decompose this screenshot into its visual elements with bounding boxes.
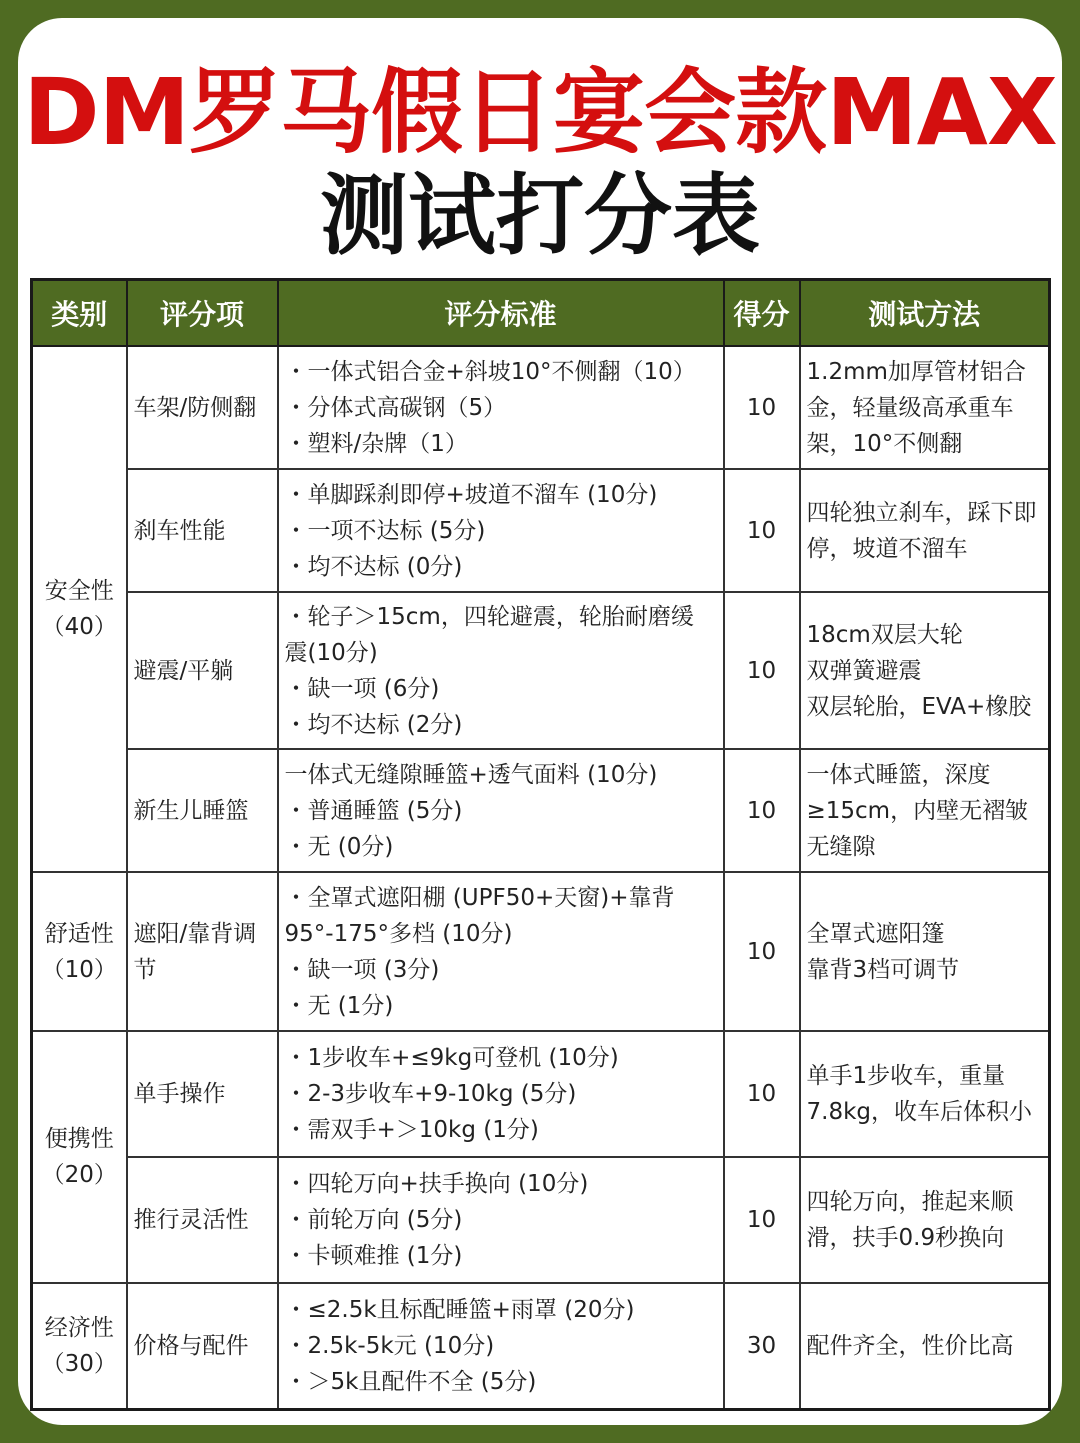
criteria-line: ・缺一项 (3分) xyxy=(284,956,440,983)
criteria-line: ・缺一项 (6分) xyxy=(284,675,440,702)
criteria-cell xyxy=(278,592,724,749)
score-cell: 10 xyxy=(724,592,800,749)
method-cell xyxy=(800,346,1050,469)
score-cell: 30 xyxy=(724,1283,800,1409)
header-criteria: 评分标准 xyxy=(278,280,724,347)
method-text: 单手1步收车，重量7.8kg，收车后体积小 xyxy=(806,1063,1032,1125)
category-name: 安全性 xyxy=(44,578,114,604)
header-method: 测试方法 xyxy=(800,280,1050,347)
item-cell: 推行灵活性 xyxy=(127,1157,278,1283)
item-cell: 遮阳/靠背调节 xyxy=(127,872,278,1031)
criteria-cell xyxy=(278,872,724,1031)
method-cell xyxy=(800,872,1050,1031)
criteria-line: 一体式无缝隙睡篮+透气面料 (10分) xyxy=(284,761,658,788)
table-row xyxy=(32,592,1050,749)
category-cell xyxy=(32,872,127,1031)
criteria-cell xyxy=(278,749,724,872)
item-cell: 价格与配件 xyxy=(127,1283,278,1409)
page-title: DM罗马假日宴会款MAX xyxy=(23,59,1057,166)
method-cell xyxy=(800,1157,1050,1283)
table-row xyxy=(32,1157,1050,1283)
method-text: 18cm双层大轮 双弹簧避震 双层轮胎，EVA+橡胶 xyxy=(806,621,1032,720)
item-cell: 新生儿睡篮 xyxy=(127,749,278,872)
score-cell: 10 xyxy=(724,749,800,872)
category-cell xyxy=(32,1283,127,1409)
header-category: 类别 xyxy=(32,280,127,347)
criteria-line: ・≤2.5k且标配睡篮+雨罩 (20分) xyxy=(284,1296,635,1323)
score-cell: 10 xyxy=(724,346,800,469)
category-cell xyxy=(32,346,127,872)
score-cell: 10 xyxy=(724,1157,800,1283)
method-cell xyxy=(800,1283,1050,1409)
criteria-line: ・2-3步收车+9-10kg (5分) xyxy=(284,1081,577,1107)
header-row xyxy=(32,280,1050,347)
item-cell: 单手操作 xyxy=(127,1031,278,1157)
criteria-line: ・2.5k-5k元 (10分) xyxy=(284,1332,495,1359)
criteria-line: ・轮子＞15cm，四轮避震，轮胎耐磨缓震(10分) xyxy=(284,603,694,666)
criteria-line: ・均不达标 (2分) xyxy=(284,711,463,738)
criteria-line: ・一体式铝合金+斜坡10°不侧翻（10） xyxy=(284,358,696,385)
criteria-line: ・需双手+＞10kg (1分) xyxy=(284,1117,539,1143)
method-text: 四轮独立刹车，踩下即停，坡道不溜车 xyxy=(806,499,1037,562)
method-text: 1.2mm加厚管材铝合金，轻量级高承重车架，10°不侧翻 xyxy=(806,358,1026,457)
category-cell xyxy=(32,1031,127,1283)
method-text: 四轮万向，推起来顺滑，扶手0.9秒换向 xyxy=(806,1189,1014,1251)
criteria-line: ・一项不达标 (5分) xyxy=(284,517,486,544)
criteria-cell xyxy=(278,1031,724,1157)
category-points: （20） xyxy=(41,1162,117,1188)
method-cell xyxy=(800,749,1050,872)
criteria-line: ・四轮万向+扶手换向 (10分) xyxy=(284,1171,589,1197)
item-cell: 车架/防侧翻 xyxy=(127,346,278,469)
criteria-line: ・分体式高碳钢（5） xyxy=(284,394,507,421)
criteria-line: ・全罩式遮阳棚 (UPF50+天窗)+靠背95°-175°多档 (10分) xyxy=(284,884,675,947)
category-points: （10） xyxy=(41,956,117,983)
method-cell xyxy=(800,469,1050,592)
method-text: 全罩式遮阳篷 靠背3档可调节 xyxy=(806,920,960,983)
category-name: 便携性 xyxy=(44,1126,114,1152)
criteria-cell xyxy=(278,1283,724,1409)
method-text: 一体式睡篮，深度≥15cm，内壁无褶皱无缝隙 xyxy=(806,761,1029,860)
table-row xyxy=(32,749,1050,872)
criteria-line: ・无 (1分) xyxy=(284,992,394,1019)
table-row xyxy=(32,1031,1050,1157)
score-cell: 10 xyxy=(724,469,800,592)
criteria-line: ・均不达标 (0分) xyxy=(284,553,463,580)
score-table xyxy=(30,278,1051,1411)
table-row xyxy=(32,469,1050,592)
method-cell xyxy=(800,1031,1050,1157)
criteria-line: ・普通睡篮 (5分) xyxy=(284,797,463,824)
criteria-line: ・前轮万向 (5分) xyxy=(284,1207,463,1233)
criteria-line: ・卡顿难推 (1分) xyxy=(284,1243,463,1269)
category-name: 经济性 xyxy=(44,1314,114,1341)
item-cell: 刹车性能 xyxy=(127,469,278,592)
score-cell: 10 xyxy=(724,1031,800,1157)
category-points: （30） xyxy=(41,1350,117,1377)
criteria-line: ・塑料/杂牌（1） xyxy=(284,430,468,457)
method-cell xyxy=(800,592,1050,749)
score-card xyxy=(18,18,1062,1425)
criteria-line: ・＞5k且配件不全 (5分) xyxy=(284,1368,537,1395)
table-row xyxy=(32,872,1050,1031)
header-item: 评分项 xyxy=(127,280,278,347)
criteria-cell xyxy=(278,1157,724,1283)
item-cell: 避震/平躺 xyxy=(127,592,278,749)
criteria-line: ・1步收车+≤9kg可登机 (10分) xyxy=(284,1045,619,1071)
criteria-cell xyxy=(278,469,724,592)
page-subtitle: 测试打分表 xyxy=(319,164,760,267)
criteria-cell xyxy=(278,346,724,469)
table-row xyxy=(32,1283,1050,1409)
method-text: 配件齐全，性价比高 xyxy=(806,1332,1014,1359)
table-row xyxy=(32,346,1050,469)
score-cell: 10 xyxy=(724,872,800,1031)
category-name: 舒适性 xyxy=(44,920,114,947)
criteria-line: ・无 (0分) xyxy=(284,833,394,860)
header-score: 得分 xyxy=(724,280,800,347)
category-points: （40） xyxy=(41,614,117,640)
criteria-line: ・单脚踩刹即停+坡道不溜车 (10分) xyxy=(284,481,658,508)
